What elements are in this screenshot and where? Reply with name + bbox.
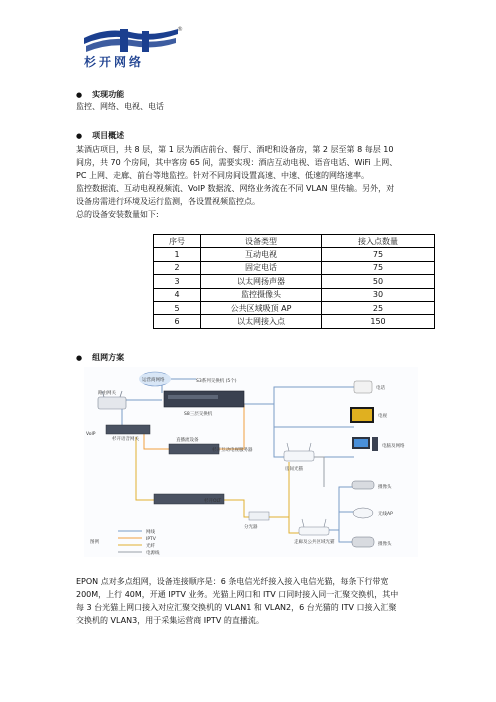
- table-cell: 5: [154, 301, 201, 314]
- epon-line: 200M，上行 40M，开通 IPTV 业务。光猫上网口和 ITV 口同时接入同一汇聚交换机，其中: [76, 590, 399, 599]
- voip-label: VoIP: [86, 432, 96, 437]
- epon-line: EPON 点对多点组网，设备连接顺序是：6 条电信光纤接入接入电信光猫，每条下行带宽: [76, 577, 389, 586]
- overview-line: PC 上网、走廊、前台等地监控。针对不同房间设置高速、中速、低速的网络速率。: [76, 171, 369, 180]
- table-cell: 以太网扬声器: [201, 275, 322, 288]
- network-diagram: [84, 367, 418, 557]
- iptv-label: 直播流设备: [176, 438, 199, 443]
- table-row: [154, 275, 435, 288]
- table-row: [154, 301, 435, 314]
- olt-icon: [154, 494, 224, 504]
- legend-item: 电源线: [146, 551, 160, 556]
- core-switch-label: S3系列交换机 (5个): [196, 379, 237, 384]
- table-row: [154, 248, 435, 261]
- legend-item: 光纤: [146, 544, 155, 549]
- table-cell: 75: [322, 261, 435, 274]
- router-icon: [98, 389, 126, 409]
- table-row: [154, 288, 435, 301]
- functions-text: 监控、网络、电视、电话: [76, 102, 164, 111]
- voice-gateway-label: 杉开语音网关: [112, 437, 139, 442]
- splitter-label: 分光器: [244, 525, 258, 530]
- overview-line: 监控数据流、互动电视视频流、VoIP 数据流、网络业务流在不同 VLAN 里传输。另外，对: [76, 184, 395, 193]
- table-cell: 公共区域吸顶 AP: [201, 301, 322, 314]
- table-cell: 以太网接入点: [201, 315, 322, 328]
- overview-line: 某酒店项目，共 8 层，第 1 层为酒店前台、餐厅、酒吧和设备房，第 2 层至第 8 每层 10: [76, 145, 394, 154]
- pc-label: 电脑及网络: [382, 444, 405, 449]
- camera-label-2: 摄像头: [378, 542, 392, 547]
- overview-line: 总的设备安装数量如下:: [76, 210, 159, 219]
- table-cell: 2: [154, 261, 201, 274]
- table-cell: 6: [154, 315, 201, 328]
- table-header: 设备类型: [201, 235, 322, 248]
- legend-item: IPTV: [146, 537, 156, 542]
- onu-public-label: 走廊及公共区域光猫: [294, 540, 335, 545]
- table-cell: 75: [322, 248, 435, 261]
- gateway-label: 路由网关: [98, 391, 116, 396]
- epon-description: [76, 575, 428, 627]
- section-heading-functions: ● 实现功能: [76, 89, 124, 100]
- table-cell: 150: [322, 315, 435, 328]
- table-cell: 25: [322, 301, 435, 314]
- table-cell: 50: [322, 275, 435, 288]
- logo-text: 杉开网络: [84, 55, 145, 69]
- overview-line: 间房，共 70 个房间，其中客房 65 间，需要实现：酒店互动电视、语音电话、WiFi 上网、: [76, 158, 398, 167]
- device-table: [153, 234, 435, 329]
- camera-label: 摄像头: [378, 485, 392, 490]
- table-header-row: [154, 235, 435, 248]
- agg-switch-label: S8三层交换机: [184, 412, 213, 417]
- legend-title: 图例: [90, 540, 99, 545]
- epon-line: 每 3 台光猫上网口接入对应汇聚交换机的 VLAN1 和 VLAN2，6 台光猫的 ITV 口接入汇聚: [76, 603, 397, 612]
- logo-mark-icon: [82, 26, 180, 54]
- cloud-icon: [139, 372, 171, 386]
- table-cell: 固定电话: [201, 261, 322, 274]
- olt-label: 杉开OLT: [204, 499, 222, 504]
- company-logo: ® 杉开网络: [84, 26, 183, 69]
- table-cell: 1: [154, 248, 201, 261]
- overview-line: 设备房需进行环境及运行监测，各设置视频监控点。: [76, 197, 260, 206]
- table-cell: 30: [322, 288, 435, 301]
- table-cell: 互动电视: [201, 248, 322, 261]
- table-cell: 监控摄像头: [201, 288, 322, 301]
- table-header: 接入点数量: [322, 235, 435, 248]
- legend-item: 网线: [146, 530, 155, 535]
- cloud-label: 运营商网络: [142, 378, 165, 383]
- table-header: 序号: [154, 235, 201, 248]
- section-heading-network: ● 组网方案: [76, 352, 124, 363]
- ap-label: 无线AP: [378, 512, 393, 517]
- table-cell: 3: [154, 275, 201, 288]
- epon-line: 交换机的 VLAN3，用于采集运营商 IPTV 的直播流。: [76, 616, 264, 625]
- table-row: [154, 315, 435, 328]
- tv-server-label: 杉开互动电视服务器: [212, 448, 253, 453]
- overview-text: [76, 143, 428, 221]
- tv-label: 电视: [378, 414, 387, 419]
- table-cell: 4: [154, 288, 201, 301]
- table-row: [154, 261, 435, 274]
- section-heading-overview: ● 项目概述: [76, 130, 124, 141]
- onu-room-label: 房间光猫: [285, 467, 303, 472]
- phone-label: 电话: [376, 386, 385, 391]
